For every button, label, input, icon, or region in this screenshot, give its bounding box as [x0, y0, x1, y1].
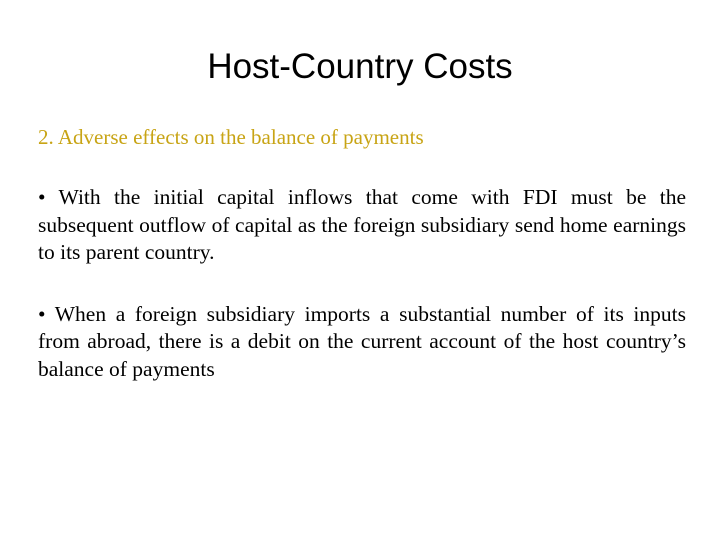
- bullet-item-2: • When a foreign subsidiary imports a substantial number of its inputs from abroad, there is a debit on the current account of the host country’s balance of payments: [38, 301, 686, 381]
- page-title: Host-Country Costs: [207, 47, 513, 86]
- bullet-item-1: • With the initial capital inflows that come with FDI must be the subsequent outflow of capital as the foreign subsidiary send home earnings to its parent country.: [38, 185, 686, 265]
- section-subheading: 2. Adverse effects on the balance of payments: [38, 125, 424, 149]
- slide-body: [38, 124, 686, 383]
